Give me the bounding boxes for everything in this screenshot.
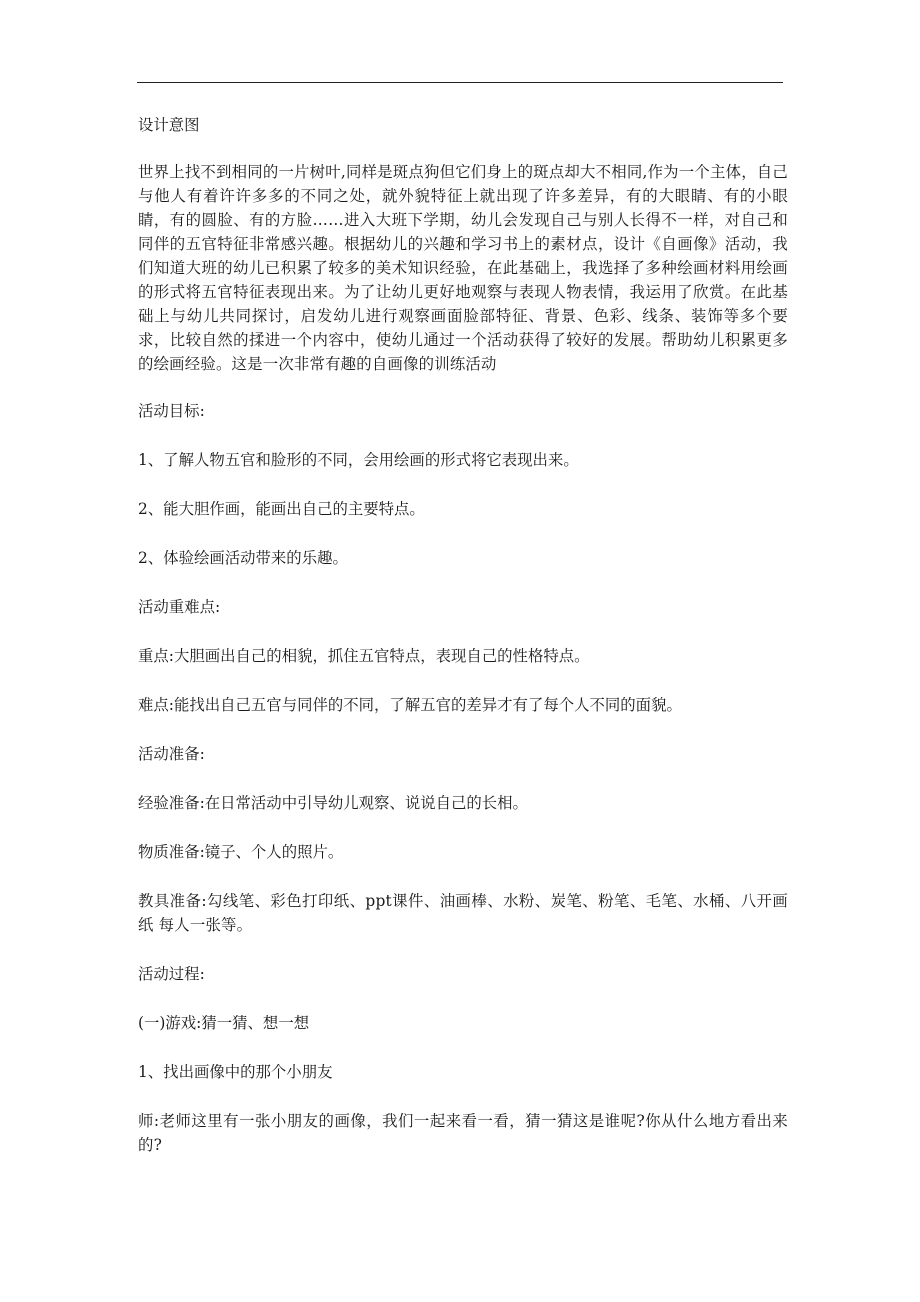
- heading-design-intent: 设计意图: [138, 116, 200, 134]
- key-point: 重点:大胆画出自己的相貌，抓住五官特点，表现自己的性格特点。: [138, 647, 590, 665]
- heading-goals: 活动目标:: [138, 402, 205, 420]
- goal-item-1: 1、了解人物五官和脸形的不同，会用绘画的形式将它表现出来。: [138, 451, 579, 469]
- prep-teaching-tools: 教具准备:勾线笔、彩色打印纸、ppt课件、油画棒、水粉、炭笔、粉笔、毛笔、水桶、八开画纸 每人一张等。: [138, 892, 788, 934]
- heading-preparation: 活动准备:: [138, 745, 205, 763]
- header-rule: [137, 82, 783, 83]
- heading-process: 活动过程:: [138, 965, 205, 983]
- heading-key-points: 活动重难点:: [138, 598, 221, 616]
- prep-material: 物质准备:镜子、个人的照片。: [138, 843, 344, 861]
- process-section-1: (一)游戏:猜一猜、想一想: [138, 1014, 310, 1032]
- teacher-line: 师:老师这里有一张小朋友的画像，我们一起来看一看，猜一猜这是谁呢?你从什么地方看出来的?: [138, 1112, 788, 1154]
- document-body: [138, 113, 788, 1157]
- goal-item-3: 2、体验绘画活动带来的乐趣。: [138, 549, 348, 567]
- intent-paragraph: 世界上找不到相同的一片树叶,同样是斑点狗但它们身上的斑点却大不相同,作为一个主体，自己与他人有着许许多多的不同之处，就外貌特征上就出现了许多差异，有的大眼睛、有的小眼睛，有的圆脸、有的方脸……进入大班下学期，幼儿会发现自己与别人长得不一样，对自己和同伴的五官特征非常感兴趣。根据幼儿的兴趣和学习书上的素材点，设计《自画像》活动，我们知道大班的幼儿已积累了较多的美术知识经验，在此基础上，我选择了多种绘画材料用绘画的形式将五官特征表现出来。为了让幼儿更好地观察与表现人物表情，我运用了欣赏。在此基础上与幼儿共同探讨，启发幼儿进行观察画面脸部特征、背景、色彩、线条、装饰等多个要求，比较自然的揉进一个内容中，使幼儿通过一个活动获得了较好的发展。帮助幼儿积累更多的绘画经验。这是一次非常有趣的自画像的训练活动: [138, 163, 788, 373]
- goal-item-2: 2、能大胆作画，能画出自己的主要特点。: [138, 500, 425, 518]
- process-step-1: 1、找出画像中的那个小朋友: [138, 1063, 333, 1081]
- prep-experience: 经验准备:在日常活动中引导幼儿观察、说说自己的长相。: [138, 794, 528, 812]
- difficult-point: 难点:能找出自己五官与同伴的不同，了解五官的差异才有了每个人不同的面貌。: [138, 696, 682, 714]
